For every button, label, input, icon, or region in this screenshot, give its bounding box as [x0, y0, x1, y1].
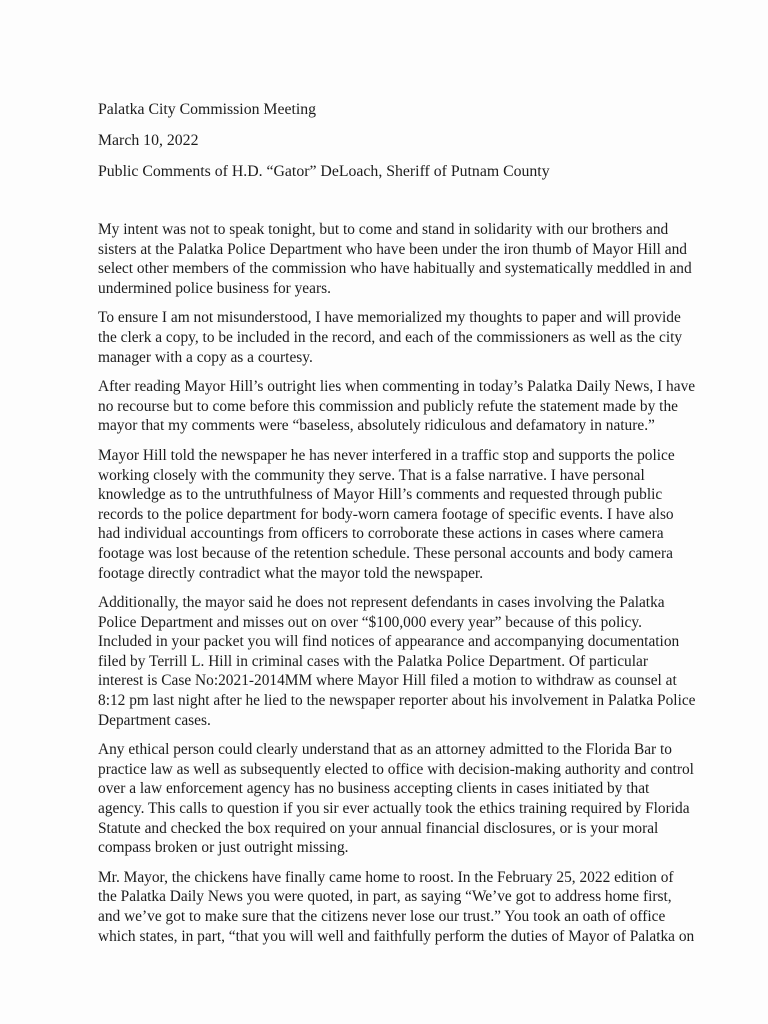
paragraph-line: 8:12 pm last night after he lied to the newspaper reporter about his involvement in Palatka Police — [98, 692, 696, 710]
paragraph-line: agency. This calls to question if you sir ever actually took the ethics training required by Florida — [98, 800, 690, 818]
paragraph-line: mayor that my comments were “baseless, absolutely ridiculous and defamatory in nature.” — [98, 417, 655, 435]
paragraph-line: the clerk a copy, to be included in the record, and each of the commissioners as well as the city — [98, 328, 683, 346]
paragraph-line: working closely with the community they serve. That is a false narrative. I have personal — [98, 466, 645, 484]
paragraph-line: filed by Terrill L. Hill in criminal cases with the Palatka Police Department. Of particular — [98, 652, 648, 670]
paragraph-line: practice law as well as subsequently elected to office with decision-making authority and control — [98, 760, 694, 778]
paragraph-line: interest is Case No:2021-2014MM where Mayor Hill filed a motion to withdraw as counsel at — [98, 672, 677, 690]
paragraph-line: over a law enforcement agency has no business accepting clients in cases initiated by that — [98, 780, 650, 798]
paragraph-line: the Palatka Daily News you were quoted, in part, as saying “We’ve got to address home first, — [98, 888, 672, 906]
paragraph-line: Additionally, the mayor said he does not represent defendants in cases involving the Palatka — [98, 594, 665, 612]
paragraph-line: Mr. Mayor, the chickens have finally came home to roost. In the February 25, 2022 edition of — [98, 868, 674, 886]
paragraph-line: compass broken or just outright missing. — [98, 839, 349, 857]
paragraph-line: sisters at the Palatka Police Department who have been under the iron thumb of Mayor Hill and — [98, 240, 687, 258]
meeting-title: Palatka City Commission Meeting — [98, 101, 317, 118]
document-subject: Public Comments of H.D. “Gator” DeLoach, Sheriff of Putnam County — [98, 163, 550, 180]
paragraph-line: select other members of the commission who have habitually and systematically meddled in and — [98, 260, 692, 278]
body-paragraph — [98, 446, 696, 583]
paragraph-line: Department cases. — [98, 711, 211, 729]
paragraph-line: records to the police department for body-worn camera footage of specific events. I have also — [98, 505, 674, 523]
paragraph-line: knowledge as to the untruthfulness of Mayor Hill’s comments and requested through public — [98, 486, 663, 504]
body-paragraph — [98, 308, 696, 367]
document-body — [98, 220, 696, 956]
body-paragraph — [98, 593, 696, 730]
body-paragraph — [98, 377, 696, 436]
paragraph-line: Mayor Hill told the newspaper he has never interfered in a traffic stop and supports the police — [98, 446, 675, 464]
paragraph-line: footage directly contradict what the mayor told the newspaper. — [98, 564, 484, 582]
body-paragraph — [98, 220, 696, 298]
paragraph-line: manager with a copy as a courtesy. — [98, 348, 313, 366]
paragraph-line: Included in your packet you will find notices of appearance and accompanying documentation — [98, 633, 680, 651]
paragraph-line: After reading Mayor Hill’s outright lies when commenting in today’s Palatka Daily News, I have — [98, 378, 696, 396]
paragraph-line: My intent was not to speak tonight, but to come and stand in solidarity with our brothers and — [98, 221, 669, 238]
paragraph-line: which states, in part, “that you will well and faithfully perform the duties of Mayor of Palatka on — [98, 927, 695, 945]
paragraph-line: To ensure I am not misunderstood, I have memorialized my thoughts to paper and will provide — [98, 309, 681, 327]
body-paragraph — [98, 868, 696, 946]
body-paragraph — [98, 740, 696, 858]
meeting-date: March 10, 2022 — [98, 132, 199, 149]
paragraph-line: no recourse but to come before this commission and publicly refute the statement made by the — [98, 397, 678, 415]
paragraph-line: footage was lost because of the retention schedule. These personal accounts and body camera — [98, 544, 673, 562]
paragraph-line: undermined police business for years. — [98, 279, 331, 297]
paragraph-line: had individual accountings from officers to corroborate these actions in cases where camera — [98, 525, 664, 543]
paragraph-line: and we’ve got to make sure that the citizens never lose our trust.” You took an oath of office — [98, 908, 666, 925]
paragraph-line: Statute and checked the box required on your annual financial disclosures, or is your moral — [98, 819, 659, 837]
paragraph-line: Any ethical person could clearly understand that as an attorney admitted to the Florida Bar to — [98, 741, 672, 759]
paragraph-line: Police Department and misses out on over “$100,000 every year” because of this policy. — [98, 613, 642, 631]
